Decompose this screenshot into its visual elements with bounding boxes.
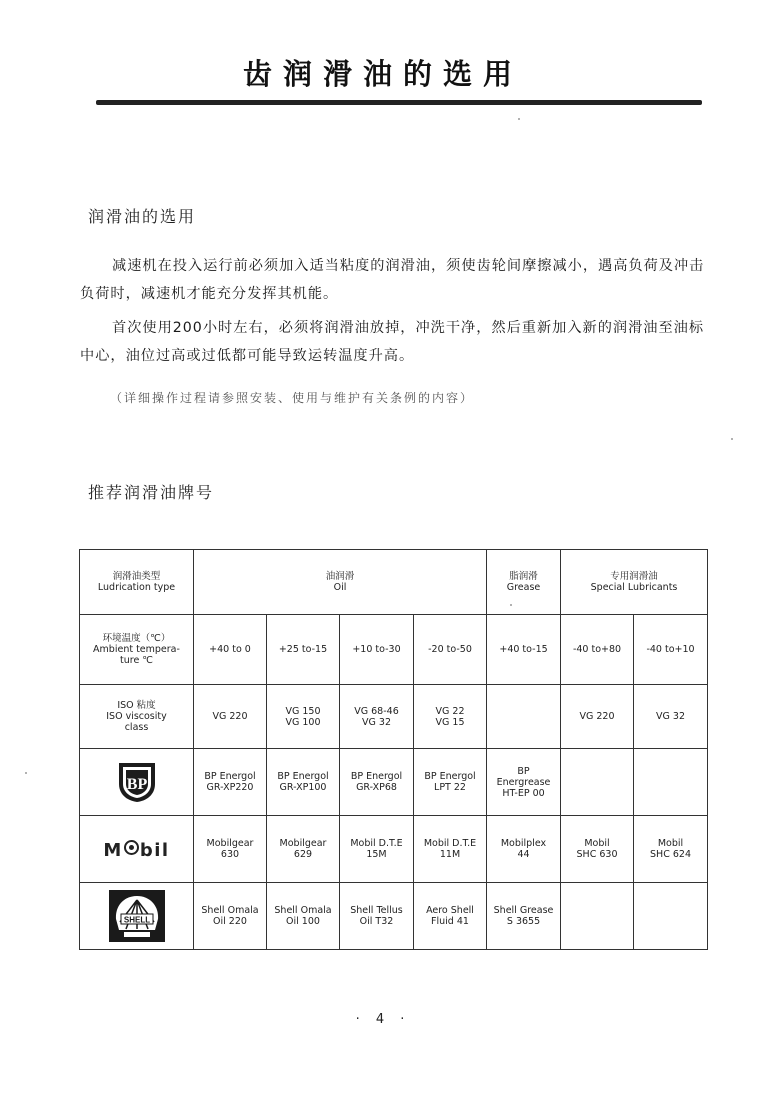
type-header-en: Ludrication type <box>97 582 176 593</box>
mobil-row <box>80 816 708 883</box>
temperature-row <box>80 615 708 685</box>
iso-cell <box>634 685 708 749</box>
shell-product-cell <box>414 883 487 950</box>
temperature-cell: -40 to+10 <box>634 615 708 685</box>
bp-logo-text: BP <box>126 776 147 793</box>
grease-header-cell <box>487 550 561 615</box>
page-title: 齿润滑油的选用 <box>242 57 523 91</box>
paragraph-break-in: 减速机在投入运行前必须加入适当粘度的润滑油，须使齿轮间摩擦减小，遇高负荷及冲击负荷时，减速机才能充分发挥其机能。 <box>80 258 705 302</box>
mobil-product-cell <box>267 816 340 883</box>
iso-row <box>80 685 708 749</box>
iso-cell <box>194 685 267 749</box>
temperature-label-en2: ture ℃ <box>120 655 153 666</box>
product-line: Mobil D.T.E <box>423 838 477 849</box>
product-line: Mobilgear <box>206 838 254 849</box>
scan-speck <box>25 772 27 774</box>
shell-logo-text: SHELL <box>123 915 150 925</box>
mobil-product-cell <box>340 816 414 883</box>
iso-cell <box>414 685 487 749</box>
product-line: Oil T32 <box>359 916 394 927</box>
product-line: SHC 630 <box>576 849 618 860</box>
iso-cell <box>561 685 634 749</box>
iso-value: VG 68-46 <box>354 705 399 717</box>
product-line: Shell Omala <box>274 905 332 916</box>
bp-logo-cell <box>80 749 194 816</box>
temperature-label-cn: 环境温度（℃） <box>102 633 171 644</box>
bp-row <box>80 749 708 816</box>
product-line: Shell Omala <box>201 905 259 916</box>
oil-header-cn: 油润滑 <box>325 571 355 582</box>
table-header-row <box>80 550 708 615</box>
product-line: S 3655 <box>506 916 541 927</box>
bp-product-cell <box>414 749 487 816</box>
iso-value: VG 32 <box>656 711 685 722</box>
shell-product-cell <box>267 883 340 950</box>
shell-row <box>80 883 708 950</box>
shell-product-cell <box>340 883 414 950</box>
bp-product-cell <box>267 749 340 816</box>
iso-value: VG 100 <box>285 716 321 728</box>
iso-value: VG 220 <box>212 711 248 722</box>
temperature-label-en1: Ambient tempera- <box>93 644 180 655</box>
shell-product-cell <box>487 883 561 950</box>
iso-cell <box>340 685 414 749</box>
grease-header-cn: 脂润滑 <box>509 571 538 582</box>
mobil-product-cell <box>487 816 561 883</box>
mobil-product-cell <box>194 816 267 883</box>
product-line: Mobilplex <box>500 838 547 849</box>
temperature-cell: +10 to-30 <box>340 615 414 685</box>
product-line: BP Energol <box>424 771 476 782</box>
shell-logo-icon <box>108 889 166 943</box>
oil-header-cell <box>194 550 487 615</box>
product-line: Oil 220 <box>213 916 247 927</box>
product-line: 44 <box>517 849 530 860</box>
paragraph-oil-change: 首次使用200小时左右，必须将润滑油放掉，冲洗干净，然后重新加入新的润滑油至油标中心，油位过高或过低都可能导致运转温度升高。 <box>80 320 705 364</box>
mobil-product-cell <box>561 816 634 883</box>
mobil-product-cell <box>634 816 708 883</box>
product-line: Mobil <box>657 838 684 849</box>
bp-product-cell <box>194 749 267 816</box>
scan-speck <box>518 118 520 120</box>
product-line: Shell Tellus <box>350 905 403 916</box>
scan-speck <box>510 604 512 606</box>
iso-value: VG 22 <box>435 705 465 717</box>
shell-product-cell <box>194 883 267 950</box>
product-line: GR-XP68 <box>356 782 397 793</box>
mobil-logo: M bil <box>103 839 170 861</box>
product-line: SHC 624 <box>650 849 691 860</box>
shell-product-cell-empty <box>634 883 708 950</box>
temperature-cell: +40 to 0 <box>194 615 267 685</box>
iso-label-cn: ISO 粘度 <box>117 700 156 711</box>
oil-header-en: Oil <box>333 582 347 593</box>
product-line: Shell Grease <box>493 905 554 916</box>
mobil-logo-cell <box>80 816 194 883</box>
product-line: BP Energol <box>204 771 256 782</box>
shell-product-cell-empty <box>561 883 634 950</box>
iso-value: VG 15 <box>435 716 465 728</box>
product-line: HT-EP 00 <box>502 787 545 799</box>
product-line: LPT 22 <box>434 782 466 793</box>
bp-product-cell-empty <box>634 749 708 816</box>
temperature-cell: +40 to-15 <box>487 615 561 685</box>
shell-logo-cell <box>80 883 194 950</box>
special-header-en: Special Lubricants <box>590 582 678 593</box>
temperature-cell: +25 to-15 <box>267 615 340 685</box>
product-line: 630 <box>220 849 240 860</box>
bp-product-cell-empty <box>561 749 634 816</box>
iso-label-en2: class <box>124 722 149 733</box>
temperature-cell: -20 to-50 <box>414 615 487 685</box>
product-line: 11M <box>439 849 461 860</box>
iso-cell-empty <box>487 685 561 749</box>
product-line: GR-XP100 <box>279 782 327 793</box>
iso-value: VG 32 <box>362 716 391 728</box>
temperature-label-cell <box>80 615 194 685</box>
mobil-product-cell <box>414 816 487 883</box>
type-header-cell <box>80 550 194 615</box>
product-line: 629 <box>293 849 313 860</box>
reference-note: （详细操作过程请参照安装、使用与维护有关条例的内容） <box>110 391 475 405</box>
bp-product-cell <box>487 749 561 816</box>
temperature-cell: -40 to+80 <box>561 615 634 685</box>
mobil-logo-o-icon <box>124 840 139 855</box>
product-line: Mobilgear <box>279 838 327 849</box>
iso-value: VG 220 <box>579 711 615 722</box>
special-header-cell <box>561 550 708 615</box>
grease-header-en: Grease <box>506 582 541 593</box>
product-line: BP Energol <box>277 771 329 782</box>
iso-value: VG 150 <box>285 705 321 717</box>
product-line: GR-XP220 <box>206 782 254 793</box>
bp-product-cell <box>340 749 414 816</box>
page-number: · 4 · <box>355 1012 411 1027</box>
product-line: Mobil <box>584 838 610 849</box>
product-line: Oil 100 <box>286 916 320 927</box>
title-underline <box>96 100 702 105</box>
iso-label-cell <box>80 685 194 749</box>
bp-logo-icon <box>116 760 158 804</box>
scan-speck <box>731 438 733 440</box>
type-header-cn: 润滑油类型 <box>112 571 161 582</box>
product-line: BP Energrease <box>496 765 551 788</box>
lubricant-table <box>79 549 708 950</box>
product-line: Fluid 41 <box>431 916 469 927</box>
product-line: Mobil D.T.E <box>350 838 403 849</box>
iso-label-en1: ISO viscosity <box>106 711 167 722</box>
section-heading-recommended-brands: 推荐润滑油牌号 <box>88 483 215 502</box>
product-line: BP Energol <box>350 771 403 782</box>
special-header-cn: 专用润滑油 <box>610 571 658 582</box>
product-line: Aero Shell <box>426 905 474 916</box>
iso-cell <box>267 685 340 749</box>
section-heading-lubricant-selection: 润滑油的选用 <box>88 207 197 226</box>
product-line: 15M <box>366 849 387 860</box>
